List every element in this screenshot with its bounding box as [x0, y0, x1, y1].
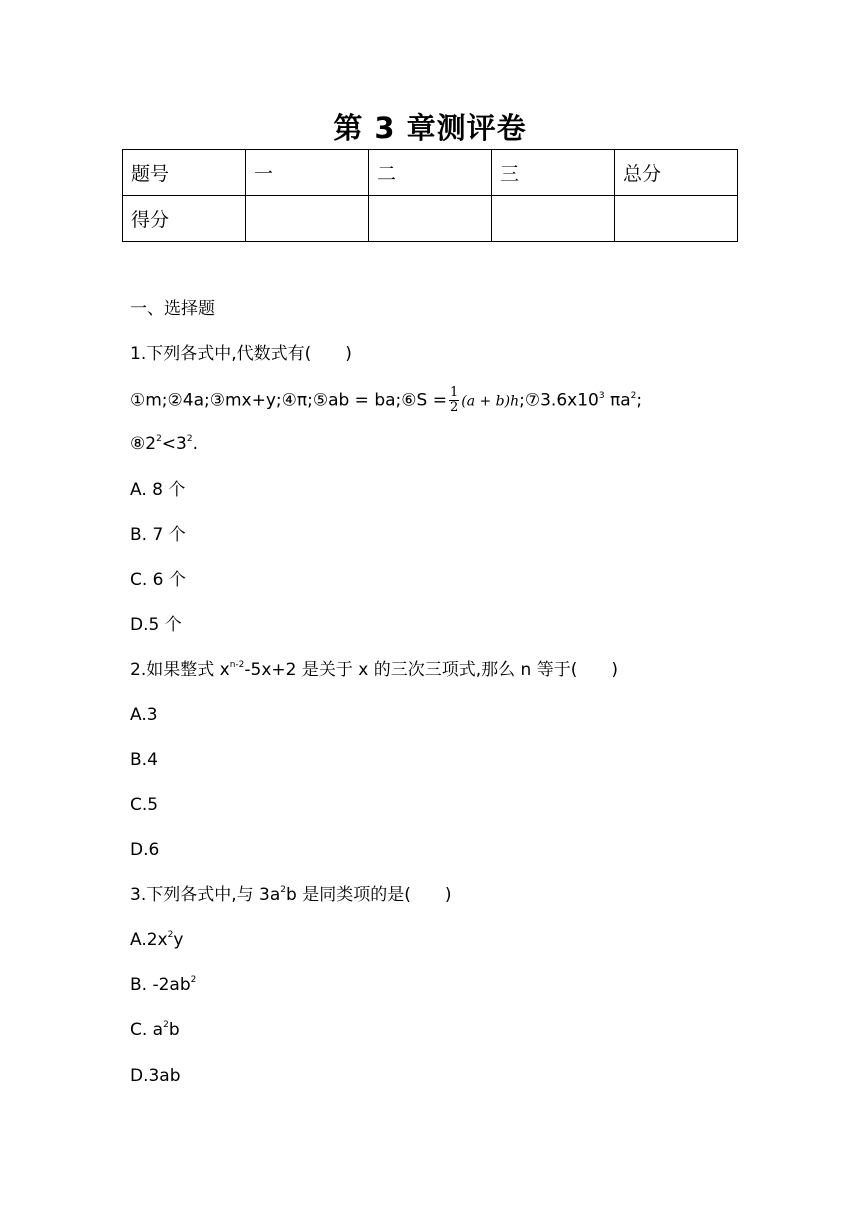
option-text: A.2x	[130, 930, 168, 950]
score-cell: 总分	[615, 150, 738, 196]
exponent: 2	[156, 434, 162, 444]
score-cell: 三	[492, 150, 615, 196]
option-a[interactable]: A.3	[130, 705, 158, 725]
question-1-items-line	[130, 386, 642, 415]
q1-items-text: .	[192, 434, 198, 454]
option-d[interactable]: D.5 个	[130, 615, 182, 635]
score-cell: 得分	[123, 196, 246, 242]
score-cell	[246, 196, 369, 242]
exponent: 2	[167, 930, 174, 940]
exponent: 2	[190, 975, 197, 985]
option-b[interactable]: B. 7 个	[130, 525, 186, 545]
exponent: 3	[598, 390, 605, 401]
score-cell	[369, 196, 492, 242]
score-table-header-row	[123, 150, 738, 196]
fraction-expression: (a + b)h	[461, 393, 520, 410]
fraction-numerator: 1	[449, 385, 459, 400]
question-2-stem	[130, 659, 618, 684]
score-cell	[492, 196, 615, 242]
option-text: y	[173, 930, 184, 950]
q1-items-text: ①m;②4a;③mx+y;④π;⑤ab = ba;⑥S =	[130, 390, 447, 411]
question-1-stem: 1.下列各式中,代数式有( )	[130, 344, 352, 364]
page-title: 第 3 章测评卷	[333, 111, 527, 145]
option-b[interactable]: B.4	[130, 750, 158, 770]
q2-stem-text: 2.如果整式 x	[130, 660, 230, 680]
option-a[interactable]: A. 8 个	[130, 480, 186, 500]
score-cell: 一	[246, 150, 369, 196]
option-d[interactable]: D.6	[130, 840, 160, 860]
option-text: b	[168, 1020, 180, 1040]
q1-items-text: πa	[604, 390, 631, 411]
score-cell: 二	[369, 150, 492, 196]
fraction	[449, 386, 459, 415]
q1-items-text: <3	[161, 434, 187, 454]
question-1-items-line-2	[130, 433, 198, 458]
exponent: 2	[186, 434, 193, 444]
q1-items-text: ⑧2	[130, 434, 157, 454]
fraction-denominator: 2	[449, 400, 459, 415]
q2-stem-text: -5x+2 是关于 x 的三次三项式,那么 n 等于( )	[244, 660, 618, 680]
option-d[interactable]: D.3ab	[130, 1066, 181, 1086]
exponent: n-2	[229, 660, 245, 670]
option-text: C. a	[130, 1020, 164, 1040]
score-table-score-row	[123, 196, 738, 242]
question-3-stem	[130, 884, 451, 909]
option-c[interactable]: C.5	[130, 795, 159, 815]
q3-stem-text: b 是同类项的是( )	[286, 885, 452, 905]
option-c[interactable]	[130, 1019, 180, 1044]
q1-items-text: ;⑦3.6x10	[519, 390, 599, 411]
section-heading: 一、选择题	[130, 299, 215, 319]
option-a[interactable]	[130, 929, 183, 954]
score-cell: 题号	[123, 150, 246, 196]
exponent: 2	[630, 390, 637, 401]
option-text: B. -2ab	[130, 975, 191, 995]
score-table	[122, 149, 738, 242]
q1-items-text: ;	[636, 390, 643, 411]
q3-stem-text: 3.下列各式中,与 3a	[130, 885, 281, 905]
score-cell	[615, 196, 738, 242]
exponent: 2	[280, 885, 286, 895]
option-c[interactable]: C. 6 个	[130, 570, 186, 590]
exponent: 2	[163, 1020, 169, 1030]
option-b[interactable]	[130, 974, 196, 999]
